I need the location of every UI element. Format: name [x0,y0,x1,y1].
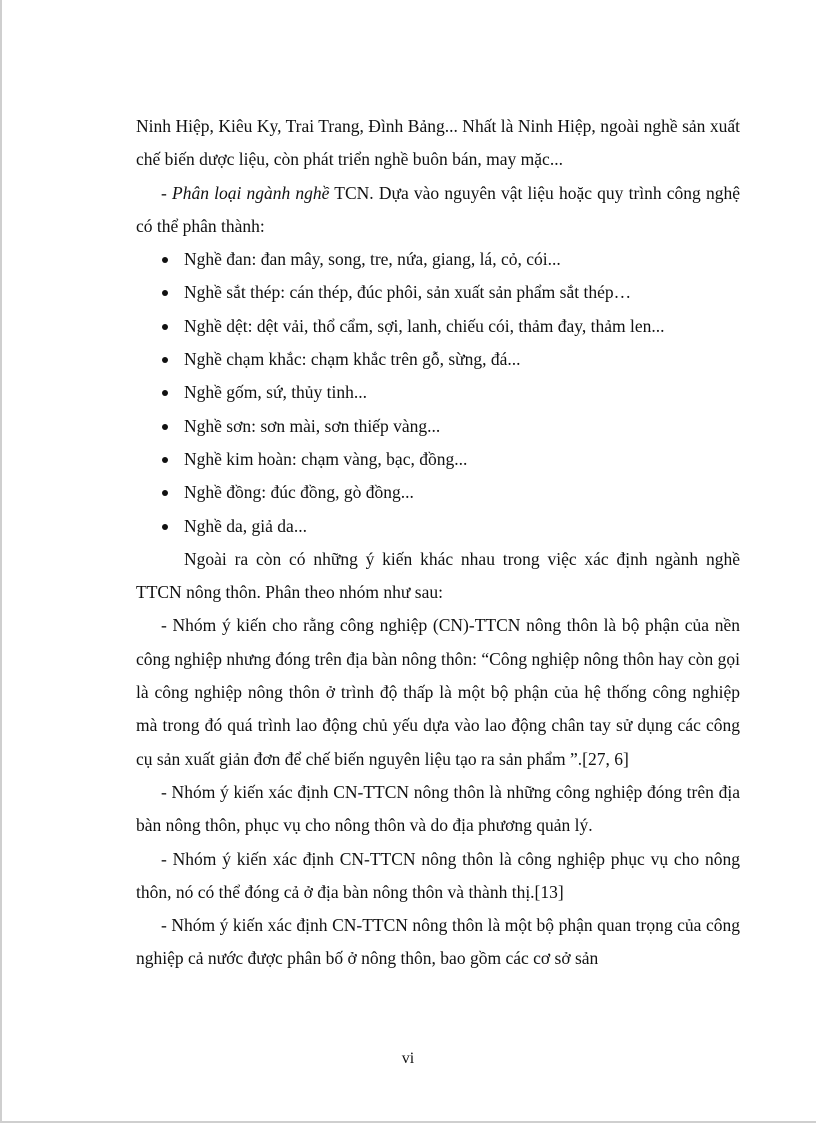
list-item [136,276,740,309]
paragraph-group-1: - Nhóm ý kiến cho rằng công nghiệp (CN)-TTCN nông thôn là bộ phận của nền công nghiệp nhưng đóng trên địa bàn nông thôn: “Công nghiệp nông thôn hay còn gọi là công nghiệp nông thôn ở trình độ thấp là một bộ phận của hệ thống công nghiệp mà trong đó quá trình lao động chủ yếu dựa vào lao động chân tay sử dụng các công cụ sản xuất giản đơn để chế biến nguyên liệu tạo ra sản phẩm ”.[27, 6] [136,615,740,769]
paragraph-1: Ninh Hiệp, Kiêu Ky, Trai Trang, Đình Bảng... Nhất là Ninh Hiệp, ngoài nghề sản xuất chế biến dược liệu, còn phát triển nghề buôn bán, may mặc... [136,116,740,170]
dash-prefix: - [161,182,172,203]
list-item-text: Nghề chạm khắc: chạm khắc trên gỗ, sừng, đá... [184,349,521,370]
paragraph-group-2: - Nhóm ý kiến xác định CN-TTCN nông thôn là những công nghiệp đóng trên địa bàn nông thôn, phục vụ cho nông thôn và do địa phương quản lý. [136,781,740,836]
page-left-border [0,0,2,1123]
classification-text: TCN. Dựa vào nguyên vật liệu hoặc quy trình công nghệ có thể phân thành: [136,182,740,236]
list-item-text: Nghề gốm, sứ, thủy tinh... [184,382,368,403]
list-item-text: Nghề dệt: dệt vải, thổ cẩm, sợi, lanh, chiếu cói, thảm đay, thảm len... [184,315,665,336]
classification-heading: Phân loại ngành nghề [172,182,330,203]
bullet-icon [162,457,168,463]
bullet-icon [162,324,168,330]
list-item [136,376,740,409]
paragraph-classification [136,177,740,244]
list-item-text: Nghề sơn: sơn mài, sơn thiếp vàng... [184,415,441,436]
paragraph-other-opinions: Ngoài ra còn có những ý kiến khác nhau trong việc xác định ngành nghề TTCN nông thôn. Phân theo nhóm như sau: [136,548,740,603]
bullet-icon [162,424,168,430]
list-item [136,243,740,276]
list-item-text: Nghề đồng: đúc đồng, gò đồng... [184,482,414,503]
list-item [136,343,740,376]
bullet-icon [162,257,168,263]
paragraph-group-4: - Nhóm ý kiến xác định CN-TTCN nông thôn là một bộ phận quan trọng của công nghiệp cả nước được phân bố ở nông thôn, bao gồm các cơ sở sản [136,915,740,969]
list-item [136,443,740,476]
bullet-icon [162,390,168,396]
bullet-icon [162,490,168,496]
craft-list [136,243,740,543]
list-item [136,310,740,343]
list-item-text: Nghề sắt thép: cán thép, đúc phôi, sản xuất sản phẩm sắt thép… [184,282,632,303]
list-item-text: Nghề kim hoàn: chạm vàng, bạc, đồng... [184,448,468,469]
list-item-text: Nghề đan: đan mây, song, tre, nứa, giang, lá, cỏ, cói... [184,249,561,270]
body-text [136,110,740,976]
list-item [136,410,740,443]
page-number: vi [401,1050,415,1067]
list-item-text: Nghề da, giả da... [184,515,307,536]
bullet-icon [162,524,168,530]
list-item [136,510,740,543]
bullet-icon [162,290,168,296]
bullet-icon [162,357,168,363]
paragraph-group-3: - Nhóm ý kiến xác định CN-TTCN nông thôn là công nghiệp phục vụ cho nông thôn, nó có thể đóng cả ở địa bàn nông thôn và thành thị.[13] [136,848,740,902]
list-item [136,476,740,509]
